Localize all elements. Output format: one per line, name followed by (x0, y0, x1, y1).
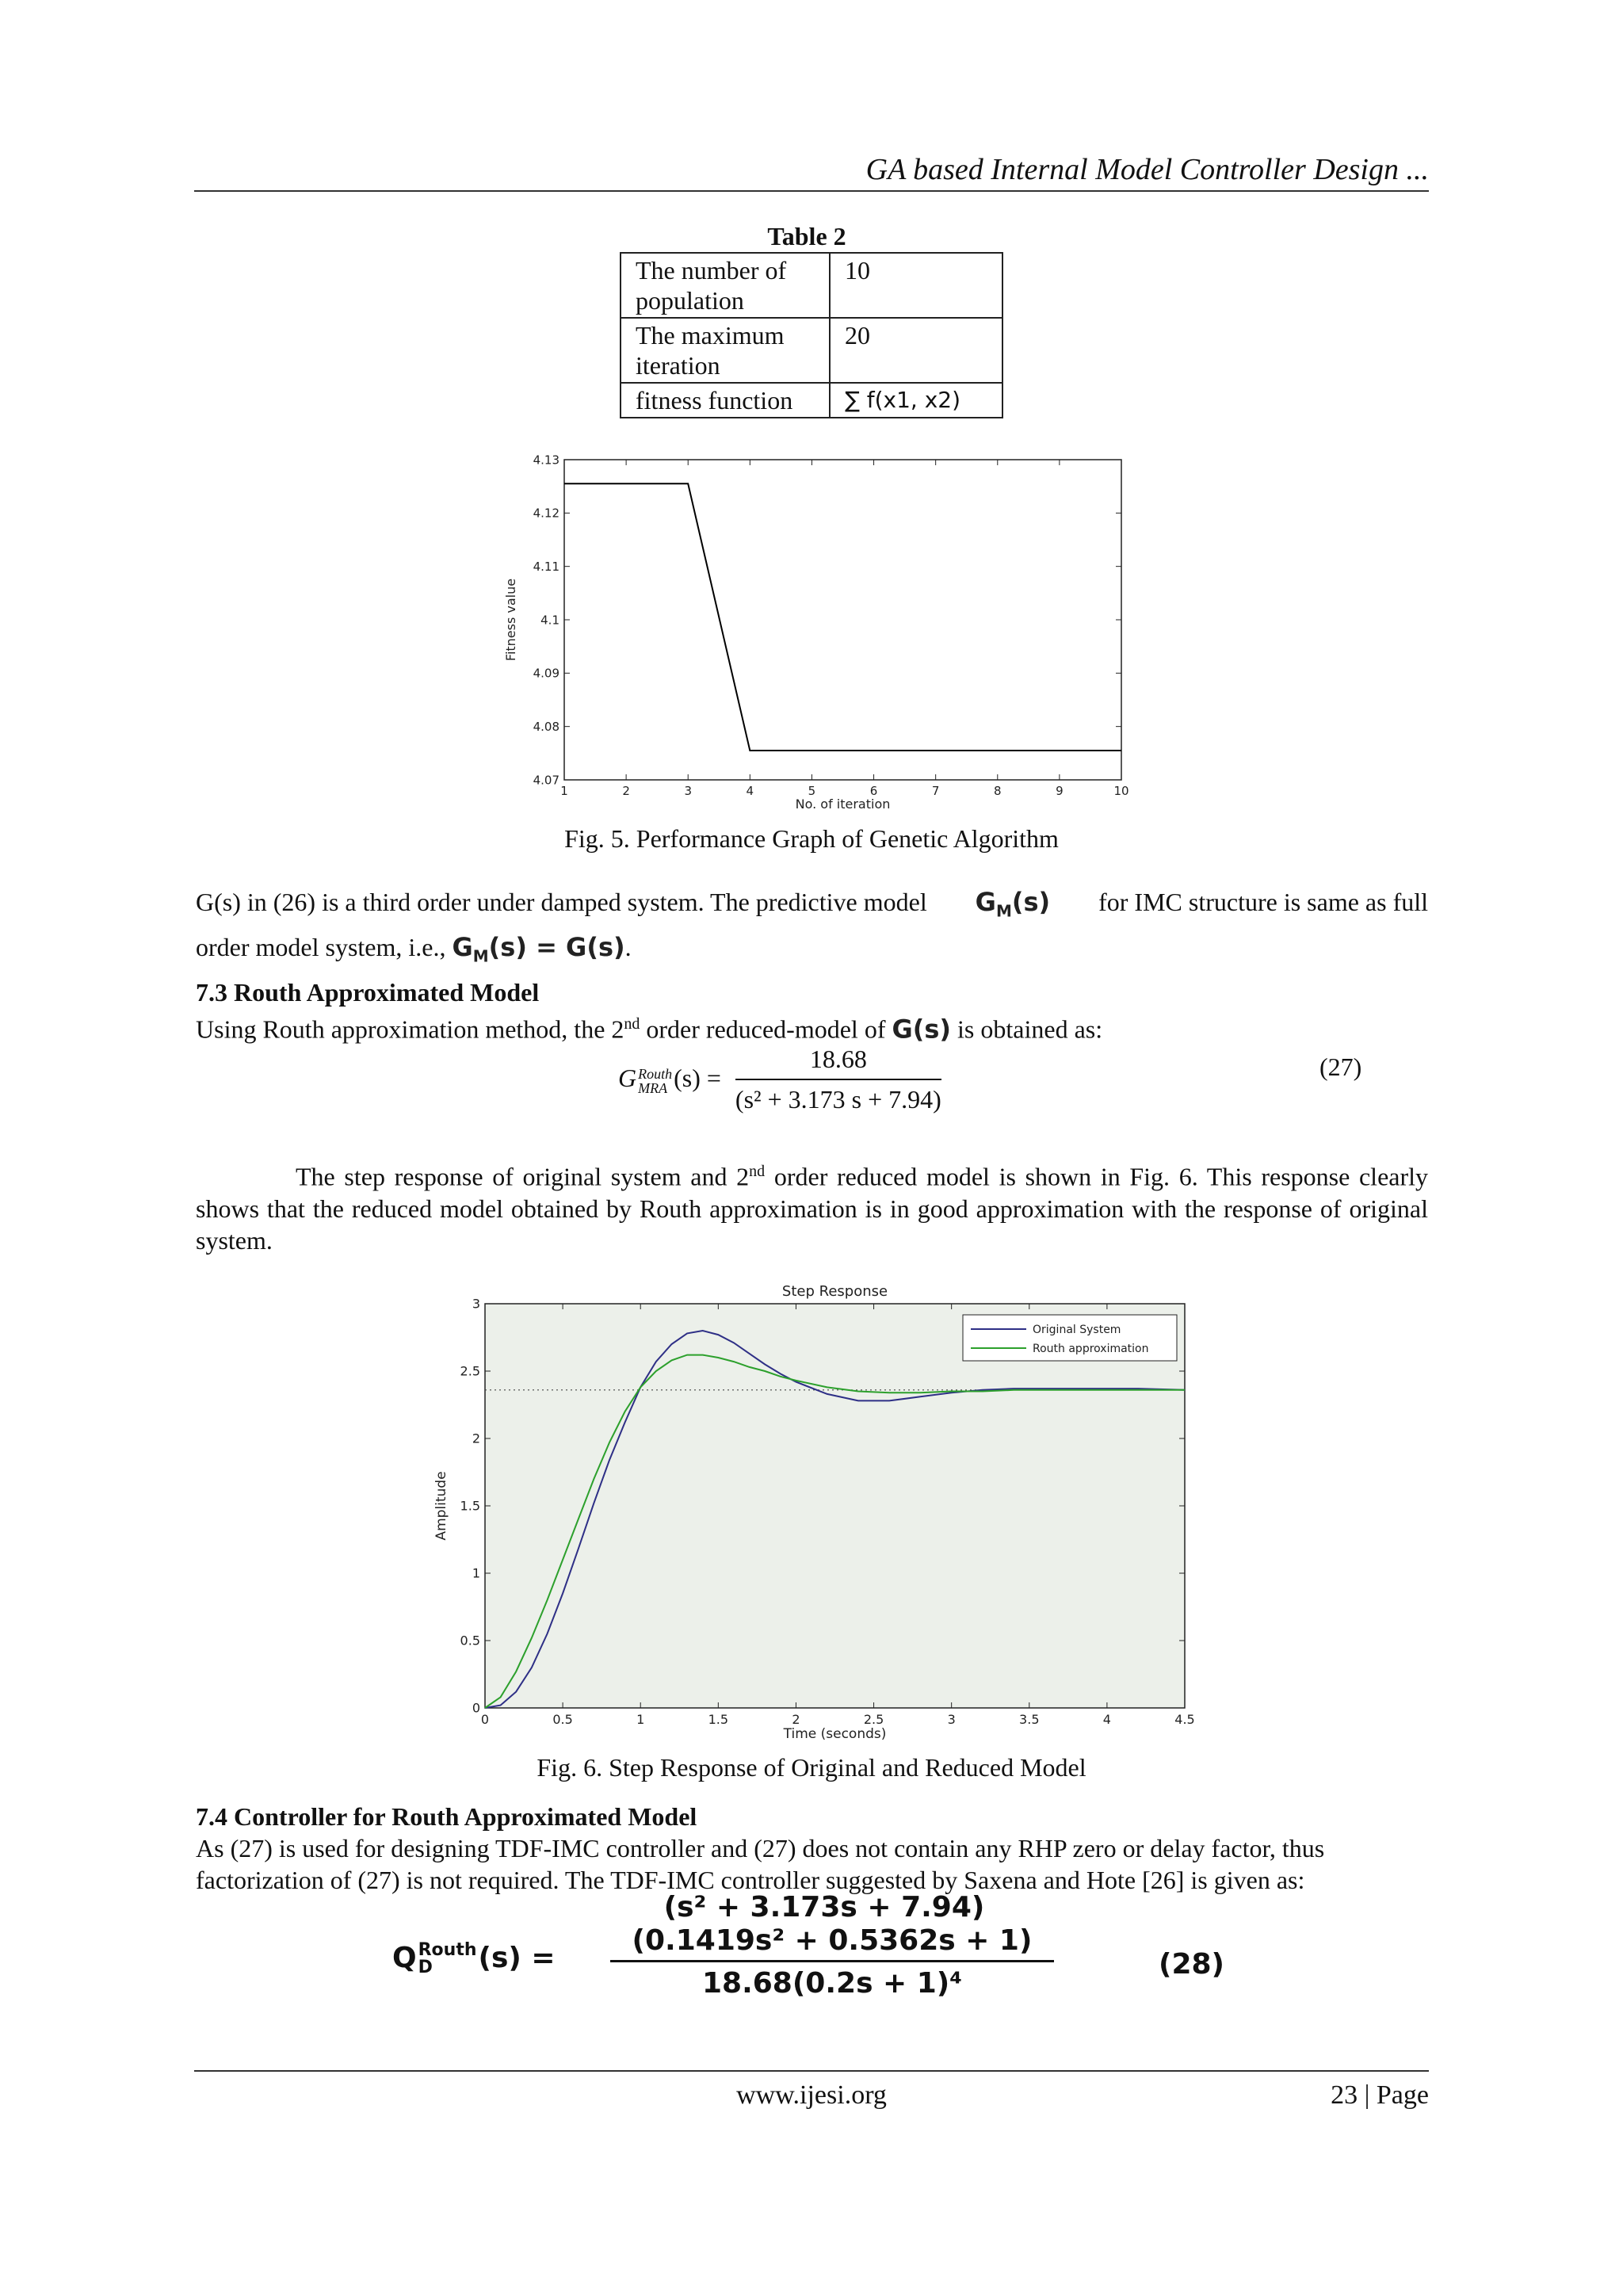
x-tick-label: 5 (808, 784, 816, 798)
para2-text-a: The step response of original system and 2 (296, 1162, 750, 1191)
table-title: Table 2 (767, 222, 846, 250)
eq27-arg: (s) = (674, 1064, 721, 1093)
footer-page-number: 23 | Page (1331, 2080, 1429, 2110)
y-tick-label: 4.12 (533, 506, 559, 521)
s73-sup: nd (624, 1015, 640, 1033)
step-response-chart (428, 1268, 1205, 1755)
table-cell-label: The number of population (621, 253, 830, 318)
x-tick-label: 1 (636, 1712, 645, 1727)
eq27-numerator: 18.68 (735, 1045, 941, 1080)
eq27-indices (638, 1067, 672, 1095)
section-73-heading: 7.3 Routh Approximated Model (196, 978, 540, 1007)
x-tick-label: 1.5 (708, 1712, 729, 1727)
para1-text-b: for IMC structure is same as full (1098, 888, 1428, 916)
g-of-s-symbol: G(s) (892, 1014, 952, 1045)
y-tick-label: 4.07 (533, 773, 559, 788)
paragraph-gs (196, 886, 1428, 972)
equation-27 (618, 1045, 941, 1114)
equation-28 (392, 1942, 556, 1977)
header-rule (194, 190, 1429, 192)
chart-title: Step Response (781, 1283, 888, 1300)
s73-text-b: order reduced-model of (646, 1014, 886, 1044)
y-tick-label: 4.13 (533, 453, 559, 468)
x-tick-label: 2.5 (863, 1712, 884, 1727)
eq28-sup: Routh (418, 1940, 477, 1960)
eq28-indices (418, 1942, 477, 1977)
eq28-numerator: (0.1419s² + 0.5362s + 1) (610, 1924, 1054, 1962)
eq28-top-factor: (s² + 3.173s + 7.94) (663, 1891, 985, 1924)
y-tick-label: 2 (472, 1431, 480, 1446)
eq27-denominator: (s² + 3.173 s + 7.94) (735, 1085, 941, 1114)
eq27-G: G (618, 1064, 637, 1093)
x-axis-label: No. of iteration (795, 797, 891, 812)
eq28-fraction (610, 1924, 1054, 2000)
eq28-Q: Q (392, 1942, 417, 1974)
y-tick-label: 1.5 (460, 1498, 480, 1514)
x-tick-label: 4 (746, 784, 754, 798)
gm-subscript: M (995, 901, 1012, 921)
gm-eq-text: (s) = G(s) (488, 932, 625, 963)
gm-letter: G (975, 887, 996, 917)
eq27-sub: MRA (638, 1079, 668, 1096)
y-tick-label: 3 (472, 1296, 480, 1312)
x-tick-label: 8 (994, 784, 1002, 798)
eq27-sup: Routh (638, 1065, 673, 1082)
eq28-denominator: 18.68(0.2s + 1)⁴ (701, 1967, 963, 2000)
y-axis-label: Amplitude (433, 1471, 449, 1541)
s73-text-c: is obtained as: (957, 1014, 1103, 1044)
x-tick-label: 7 (931, 784, 940, 798)
x-tick-label: 2 (622, 784, 630, 798)
eq27-lhs (618, 1064, 721, 1095)
y-tick-label: 1 (472, 1565, 480, 1581)
table-cell-value: 20 (830, 318, 1002, 383)
y-tick-label: 4.08 (533, 719, 559, 734)
para1-end: . (624, 933, 632, 962)
y-tick-label: 0.5 (460, 1633, 480, 1648)
gm-letter: G (452, 932, 473, 963)
section-73-text (196, 1008, 1428, 1045)
y-tick-label: 4.1 (540, 613, 559, 628)
para2-sup: nd (749, 1163, 766, 1180)
s73-text-a: Using Routh approximation method, the 2 (196, 1014, 624, 1044)
x-tick-label: 10 (1113, 784, 1129, 798)
fitness-chart (499, 444, 1133, 816)
section-74-text: As (27) is used for designing TDF-IMC controller and (27) does not contain any RHP zero or delay factor, thus factorization of (27) is not required. The TDF-IMC controller suggested by Saxena and Hote [26] is given as: (196, 1834, 1325, 1894)
paragraph-step-response (196, 1156, 1428, 1256)
x-tick-label: 9 (1056, 784, 1064, 798)
footer-url: www.ijesi.org (736, 2080, 887, 2110)
para1-text-c: order model system, i.e., (196, 933, 446, 962)
gm-symbol (976, 886, 1050, 926)
eq28-arg: (s) = (478, 1942, 556, 1974)
legend-label: Routh approximation (1033, 1343, 1149, 1355)
y-tick-label: 0 (472, 1700, 480, 1716)
section-74-heading: 7.4 Controller for Routh Approximated Model (196, 1802, 697, 1831)
fig6-caption: Fig. 6. Step Response of Original and Reduced Model (537, 1753, 1086, 1782)
table-row (621, 253, 1002, 318)
table-row (621, 383, 1002, 418)
legend-label: Original System (1033, 1324, 1121, 1336)
plot-area (485, 1304, 1185, 1708)
para2-text-b: order reduced model is shown in Fig. 6. This response clearly shows that the reduced model obtained by Routh approximation is in good approximation with the response of original system. (196, 1162, 1429, 1255)
table-cell-value: ∑ f(x1, x2) (830, 383, 1002, 418)
para1-text-a: G(s) in (26) is a third order under damped system. The predictive model (196, 888, 927, 916)
y-tick-label: 4.09 (533, 666, 559, 681)
footer-rule (194, 2070, 1429, 2072)
running-title: GA based Internal Model Controller Design ... (865, 153, 1429, 186)
series-line-1 (564, 483, 1121, 751)
x-tick-label: 2 (792, 1712, 800, 1727)
x-tick-label: 4.5 (1174, 1712, 1195, 1727)
table-cell-value: 10 (830, 253, 1002, 318)
gm-subscript: M (472, 946, 489, 966)
x-tick-label: 3 (684, 784, 692, 798)
x-axis-label: Time (seconds) (783, 1726, 887, 1742)
eq28-sub: D (418, 1958, 433, 1977)
x-tick-label: 6 (869, 784, 878, 798)
x-tick-label: 4 (1102, 1712, 1111, 1727)
gm-arg: (s) (1011, 887, 1051, 917)
fig5-caption: Fig. 5. Performance Graph of Genetic Algorithm (564, 824, 1059, 853)
equation-27-number: (27) (1319, 1052, 1362, 1081)
table-cell-label: The maximum iteration (621, 318, 830, 383)
table-cell-label: fitness function (621, 383, 830, 418)
eq27-fraction (735, 1045, 941, 1114)
gm-equality (452, 932, 625, 966)
y-tick-label: 4.11 (533, 559, 559, 574)
y-tick-label: 2.5 (460, 1363, 480, 1379)
table-row (621, 318, 1002, 383)
y-axis-label: Fitness value (503, 578, 518, 662)
plot-frame (564, 460, 1121, 780)
x-tick-label: 3.5 (1019, 1712, 1040, 1727)
x-tick-label: 0 (480, 1712, 490, 1727)
table-2 (620, 252, 1003, 418)
equation-28-number: (28) (1159, 1948, 1225, 1981)
x-tick-label: 1 (560, 784, 568, 798)
x-tick-label: 0.5 (552, 1712, 573, 1727)
x-tick-label: 3 (947, 1712, 956, 1727)
